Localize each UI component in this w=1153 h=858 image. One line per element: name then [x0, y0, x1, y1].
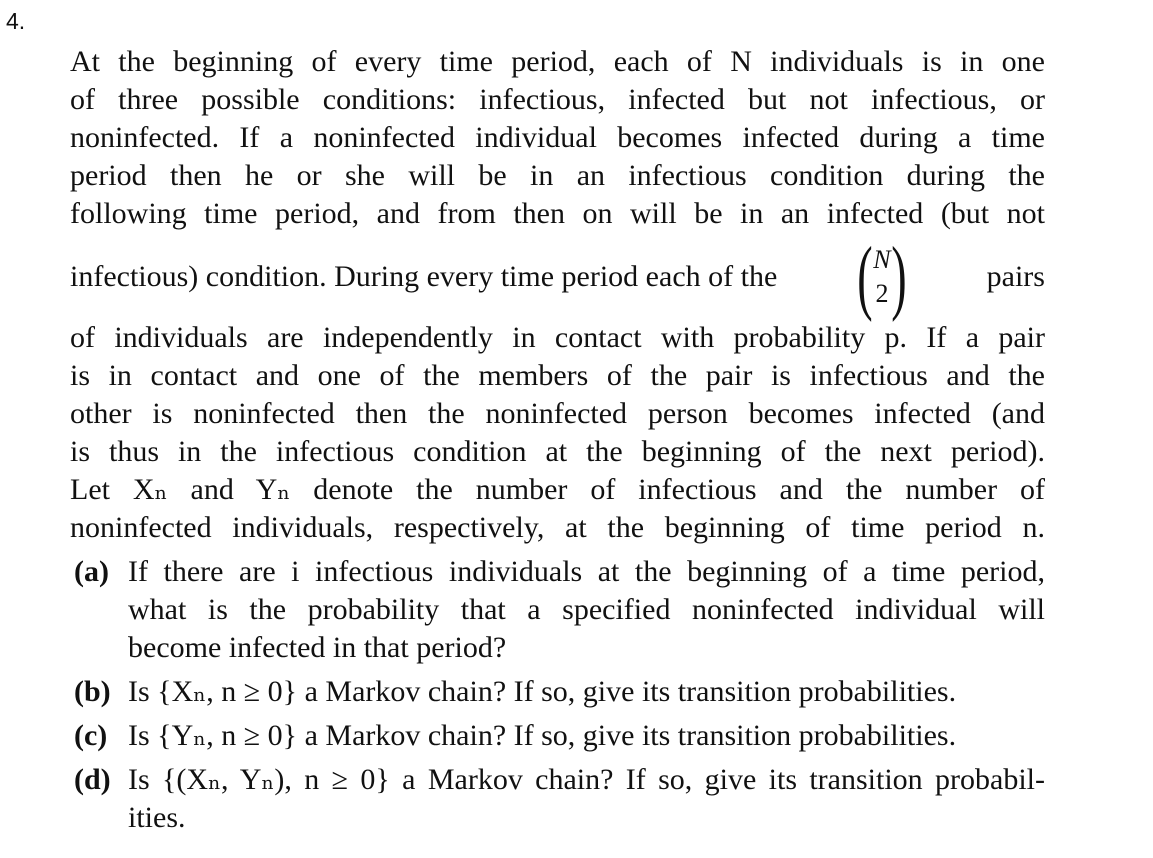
question-a — [70, 553, 1045, 667]
question-list — [70, 553, 1045, 837]
text-line: Is {(Xₙ, Yₙ), n ≥ 0} a Markov chain? If so, give its transition probabil- — [128, 763, 1045, 796]
question-label: (d) — [74, 763, 111, 796]
text-line: is in contact and one of the members of the pair is infectious and the — [70, 359, 1045, 392]
text-line: other is noninfected then the noninfected person becomes infected (and — [70, 397, 1045, 430]
question-label: (a) — [74, 555, 109, 588]
body-paragraph — [70, 319, 1045, 547]
binomial-top: N — [873, 245, 891, 274]
text-line: is thus in the infectious condition at the beginning of the next period). — [70, 435, 1045, 468]
text-line: If there are i infectious individuals at the beginning of a time period, — [128, 555, 1045, 588]
left-paren: ( — [857, 230, 874, 323]
text-line: Is {Yₙ, n ≥ 0} a Markov chain? If so, give its transition probabilities. — [128, 719, 957, 752]
question-d — [70, 761, 1045, 837]
text-line: ities. — [128, 801, 186, 834]
intro-paragraph — [70, 43, 1045, 233]
binomial-coefficient — [851, 230, 912, 323]
text-line: of three possible conditions: infectious, infected but not infectious, or — [70, 83, 1045, 116]
text-line: what is the probability that a specified noninfected individual will — [128, 593, 1045, 626]
question-label: (b) — [74, 675, 111, 708]
question-c — [70, 717, 1045, 755]
text-line: period then he or she will be in an infectious condition during the — [70, 159, 1045, 192]
problem-text — [70, 43, 1045, 837]
question-label: (c) — [74, 719, 108, 752]
text-line: At the beginning of every time period, each of N individuals is in one — [70, 45, 1045, 78]
binomial-line — [70, 230, 1045, 323]
text-line: become infected in that period? — [128, 631, 507, 664]
binomial-bottom: 2 — [875, 279, 889, 308]
text-line-segment: pairs — [986, 260, 1045, 293]
text-line: following time period, and from then on will be in an infected (but not — [70, 197, 1045, 230]
text-line-segment: infectious) condition. During every time period each of the — [70, 260, 778, 293]
problem-number: 4. — [6, 8, 26, 34]
text-line: noninfected individuals, respectively, at the beginning of time period n. — [70, 511, 1045, 544]
text-line: Is {Xₙ, n ≥ 0} a Markov chain? If so, give its transition probabilities. — [128, 675, 957, 708]
text-line: Let Xₙ and Yₙ denote the number of infectious and the number of — [70, 473, 1045, 506]
right-paren: ) — [890, 230, 907, 323]
text-line: noninfected. If a noninfected individual becomes infected during a time — [70, 121, 1045, 154]
question-b — [70, 673, 1045, 711]
text-line: of individuals are independently in contact with probability p. If a pair — [70, 321, 1045, 354]
